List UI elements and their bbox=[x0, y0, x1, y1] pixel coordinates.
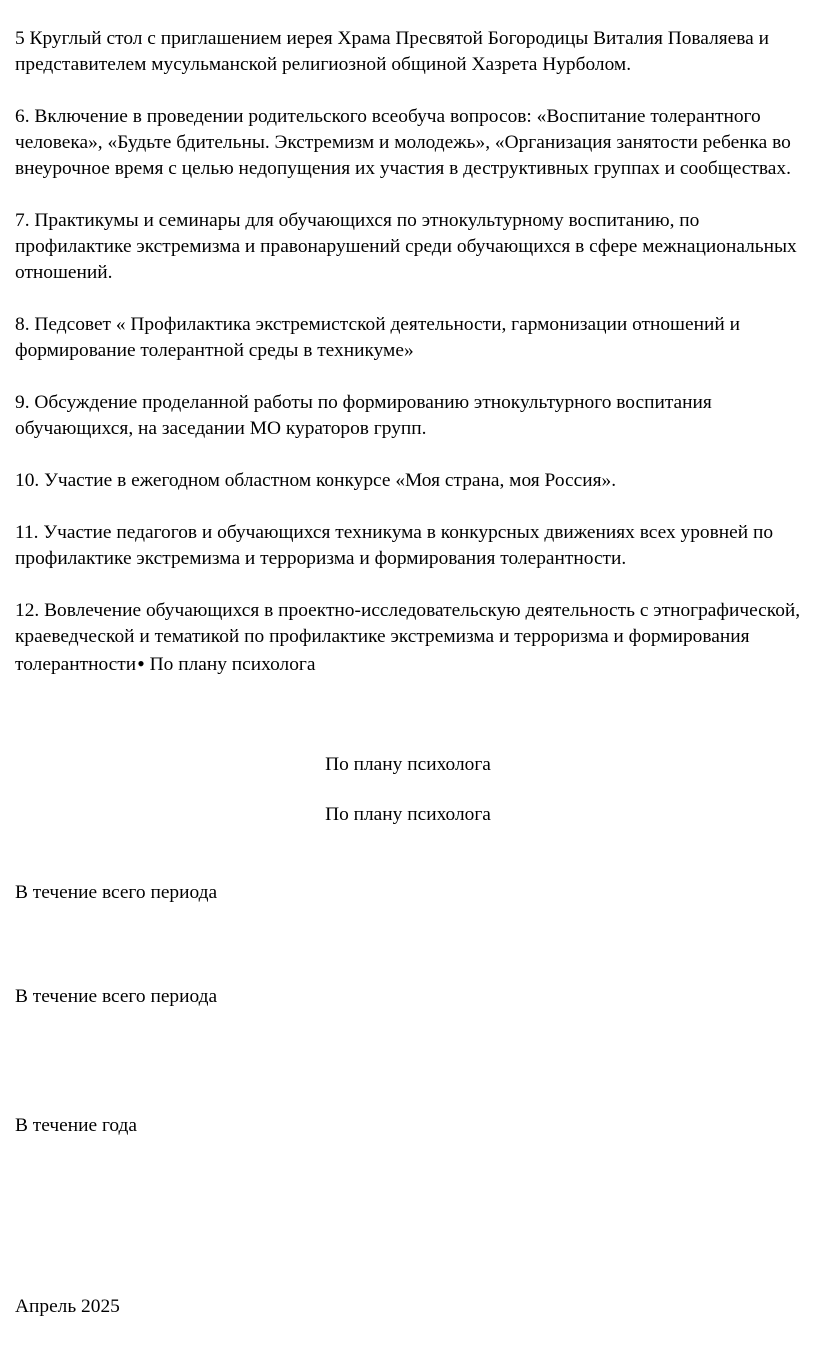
list-item-10: 10. Участие в ежегодном областном конкурсе «Моя страна, моя Россия». bbox=[15, 470, 617, 491]
schedule-during-year: В течение года bbox=[15, 1115, 138, 1136]
schedule-whole-period-1: В течение всего периода bbox=[15, 882, 218, 903]
list-item-5: 5 Круглый стол с приглашением иерея Храма Пресвятой Богородицы Виталия Поваляева и представителем мусульманской религиозной общиной Хазрета Нурболом. bbox=[15, 28, 770, 75]
list-item-12-text: 12. Вовлечение обучающихся в проектно-исследовательскую деятельность с этнографической, краеведческой и тематикой по профилактике экстремизма и терроризма и формирования толерантности bbox=[15, 600, 801, 675]
list-item-6: 6. Включение в проведении родительского всеобуча вопросов: «Воспитание толерантного человека», «Будьте бдительны. Экстремизм и молодежь», «Организация занятости ребенка во внеурочное время с целью недопущения их участия в деструктивных группах и сообществах. bbox=[15, 106, 791, 179]
list-item-12 bbox=[15, 598, 805, 678]
list-item-7: 7. Практикумы и семинары для обучающихся по этнокультурному воспитанию, по профилактике экстремизма и правонарушений среди обучающихся в сфере межнациональных отношений. bbox=[15, 210, 797, 283]
list-item-9: 9. Обсуждение проделанной работы по формированию этнокультурного воспитания обучающихся, на заседании МО кураторов групп. bbox=[15, 392, 712, 439]
schedule-psychologist-1: По плану психолога bbox=[325, 754, 491, 775]
schedule-psychologist-2: По плану психолога bbox=[325, 804, 491, 825]
bullet-icon: • bbox=[137, 651, 145, 676]
schedule-april-2025: Апрель 2025 bbox=[15, 1296, 120, 1317]
activities-list bbox=[15, 26, 805, 678]
list-item-11: 11. Участие педагогов и обучающихся техникума в конкурсных движениях всех уровней по профилактике экстремизма и терроризма и формирования толерантности. bbox=[15, 522, 774, 569]
list-item-8: 8. Педсовет « Профилактика экстремистской деятельности, гармонизации отношений и формирование толерантной среды в техникуме» bbox=[15, 314, 740, 361]
schedule-whole-period-2: В течение всего периода bbox=[15, 986, 218, 1007]
list-item-12-tail: По плану психолога bbox=[144, 654, 316, 675]
